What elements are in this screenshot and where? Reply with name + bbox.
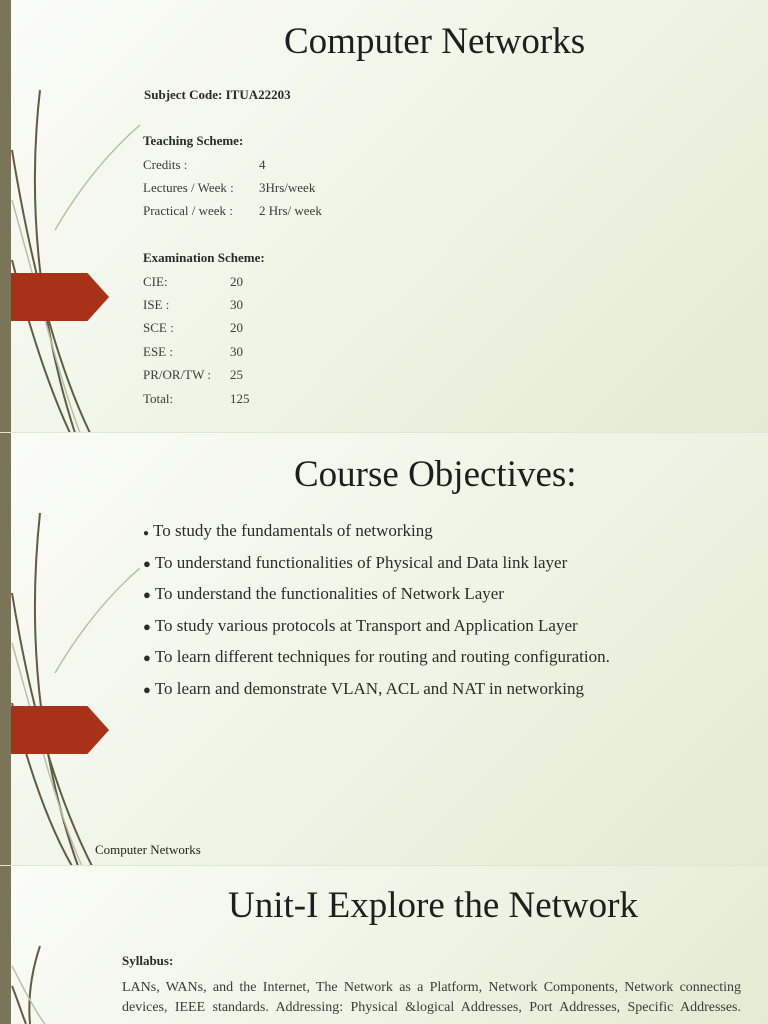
- bullet-icon: ●: [143, 618, 151, 634]
- exam-value-sce: 20: [230, 320, 243, 335]
- exam-value-ise: 30: [230, 297, 243, 312]
- teaching-label-practical: Practical / week :: [143, 203, 233, 218]
- exam-label-cie: CIE:: [143, 274, 168, 289]
- decorative-curves: [0, 0, 140, 433]
- teaching-value-credits: 4: [259, 157, 266, 172]
- slide-title: Course Objectives:: [294, 454, 577, 495]
- teaching-label-lectures: Lectures / Week :: [143, 180, 234, 195]
- exam-label-ise: ISE :: [143, 297, 170, 312]
- objective-text: To study various protocols at Transport and Application Layer: [154, 615, 578, 635]
- bullet-icon: ●: [143, 555, 151, 571]
- teaching-value-practical: 2 Hrs/ week: [259, 203, 322, 218]
- teaching-label-credits: Credits :: [143, 157, 188, 172]
- list-item: [143, 582, 610, 614]
- list-item: [143, 551, 610, 583]
- bullet-icon: ●: [143, 650, 151, 665]
- slide-footer: Computer Networks: [95, 842, 201, 857]
- exam-label-sce: SCE :: [143, 320, 174, 335]
- syllabus-heading: Syllabus:: [122, 953, 174, 968]
- objective-text: To learn and demonstrate VLAN, ACL and NAT in networking: [154, 678, 584, 698]
- syllabus-text: LANs, WANs, and the Internet, The Network as a Platform, Network Components, Network connecting devices, IEEE standards. Addressing: Physical &logical Addresses, Port Addresses, Specific Addresses.: [122, 980, 741, 1015]
- decorative-curves: [0, 433, 140, 866]
- list-item: [143, 519, 610, 551]
- objectives-list: [143, 519, 610, 708]
- bullet-icon: ●: [143, 587, 151, 602]
- bullet-icon: ●: [143, 681, 151, 697]
- exam-label-total: Total:: [143, 391, 174, 406]
- exam-value-pr-or-tw: 25: [230, 367, 243, 382]
- objective-text: To understand functionalities of Physical and Data link layer: [154, 552, 568, 572]
- slide-computer-networks: [0, 0, 768, 433]
- exam-value-ese: 30: [230, 344, 243, 359]
- teaching-scheme-heading: Teaching Scheme:: [143, 133, 244, 148]
- examination-scheme-heading: Examination Scheme:: [143, 250, 265, 265]
- slide-title: Computer Networks: [284, 21, 586, 62]
- subject-code: Subject Code: ITUA22203: [144, 87, 291, 102]
- exam-value-total: 125: [230, 391, 250, 406]
- bullet-icon: ●: [143, 528, 150, 539]
- exam-label-ese: ESE :: [143, 344, 173, 359]
- list-item: [143, 677, 610, 709]
- list-item: [143, 614, 610, 646]
- objective-text: To study the fundamentals of networking: [153, 521, 433, 540]
- objective-text: To understand the functionalities of Network Layer: [154, 584, 504, 603]
- exam-label-pr-or-tw: PR/OR/TW :: [143, 367, 212, 382]
- objective-text: To learn different techniques for routing and routing configuration.: [154, 647, 610, 666]
- exam-value-cie: 20: [230, 274, 243, 289]
- slide-unit-one: [0, 866, 768, 1024]
- decorative-curves: [0, 866, 140, 1024]
- teaching-value-lectures: 3Hrs/week: [259, 180, 316, 195]
- list-item: [143, 645, 610, 677]
- slide-course-objectives: [0, 433, 768, 866]
- slide-title: Unit-I Explore the Network: [228, 885, 638, 926]
